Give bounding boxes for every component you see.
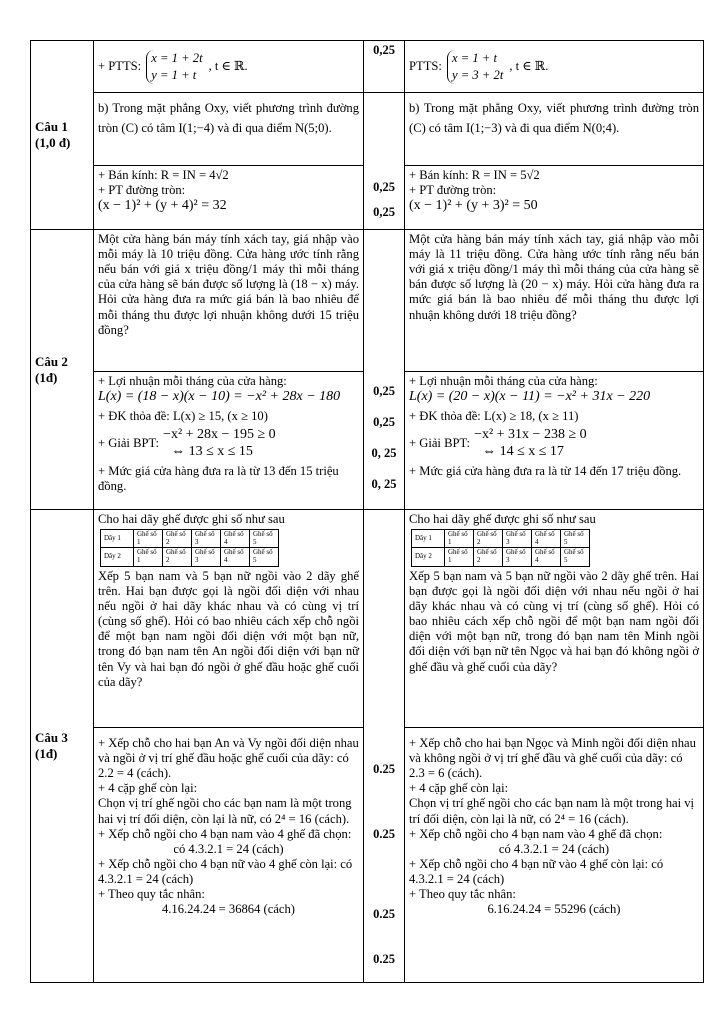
q3-left-seat-table <box>100 529 279 567</box>
seat-cell: Ghế số 2 <box>163 530 192 548</box>
seat-row <box>101 548 279 566</box>
seat-row <box>412 548 590 566</box>
q3-score-4: 0.25 <box>373 952 395 966</box>
q3-left-step-4: + Xếp chỗ ngồi cho 4 bạn nữ vào 4 ghế còn lại: có 4.3.2.1 = 24 (cách) <box>98 856 353 886</box>
q1-right-circle-eq: (x − 1)² + (y + 3)² = 50 <box>409 198 538 214</box>
q2-points: (1đ) <box>35 369 58 385</box>
q3-score-3: 0.25 <box>373 907 395 921</box>
q3-right-problem-text: Xếp 5 bạn nam và 5 bạn nữ ngồi vào 2 dãy ghế trên. Hai bạn được gọi là ngồi đối diện với nhau nếu ngồi ở hai dãy khác nhau và có cùng vị trí (cùng số ghế). Hỏi có bao nhiêu cách xếp chỗ ngồi để một bạn nam ngồi đối diện với một bạn nữ, trong đó bạn nam tên Minh ngồi đối diện với bạn nữ tên Ngọc và hai bạn đó không ngồi ở ghế đầu và ghế cuối của dãy? <box>409 568 699 674</box>
q2-right-problem: Một cửa hàng bán máy tính xách tay, giá nhập vào mỗi máy là 11 triệu đồng. Cửa hàng ước tính rằng nếu bán với giá x triệu đồng/1 máy thì mỗi tháng của cửa hàng sẽ bán được số lượng là (20 − x) máy. Hỏi cửa hàng đưa ra mức giá bán là bao nhiêu để mỗi tháng thu được lợi nhuận không dưới 18 triệu đồng? <box>405 230 704 372</box>
q3-right-intro: Cho hai dãy ghế được ghi số như sau <box>409 512 596 526</box>
seat-cell: Ghế số 2 <box>474 530 503 548</box>
q3-left-step-3: có 4.3.2.1 = 24 (cách) <box>173 841 284 856</box>
q3-left-problem <box>94 510 364 728</box>
q3-right-step-5-title: + Theo quy tắc nhân: <box>409 887 516 902</box>
q3-left-step-3-title: + Xếp chỗ ngồi cho 4 bạn nam vào 4 ghế đã chọn: <box>98 826 352 841</box>
q2-left-profit-label: + Lợi nhuận mỗi tháng của cửa hàng: <box>98 374 287 388</box>
q2-left-profit-eq: L(x) = (18 − x)(x − 10) = −x² + 28x − 180 <box>98 389 341 405</box>
q1-score-b2: 0,25 <box>373 205 395 219</box>
q2-left-problem: Một cửa hàng bán máy tính xách tay, giá nhập vào mỗi máy là 10 triệu đồng. Cửa hàng ước tính rằng nếu bán với giá x triệu đồng/1 máy thì mỗi tháng của cửa hàng sẽ bán được số lượng là (18 − x) máy. Hỏi cửa hàng đưa ra mức giá bán là bao nhiêu để mỗi tháng thu được lợi nhuận không dưới 15 triệu đồng? <box>94 230 364 372</box>
q3-left-step-2-title: + 4 cặp ghế còn lại: <box>98 781 198 796</box>
q3-right-problem <box>405 510 704 728</box>
q2-score-1: 0,25 <box>373 384 395 398</box>
q1-score-b-cell <box>364 93 405 230</box>
seat-cell: Ghế số 4 <box>532 548 561 566</box>
q2-label: Câu 2 <box>35 353 68 369</box>
q1-left-radius: + Bán kính: R = IN = 4√2 <box>98 168 229 182</box>
q1-score-a: 0,25 <box>364 41 405 93</box>
q3-left-solution <box>94 728 364 983</box>
q1-left-answer <box>94 166 364 230</box>
q1-left-circle-label: + PT đường tròn: <box>98 183 186 198</box>
q2-left-inequality: −x² + 28x − 195 ≥ 0 <box>163 427 276 443</box>
q3-left-step-1: + Xếp chỗ cho hai bạn An và Vy ngồi đối diện nhau và ngồi ở vị trí ghế đầu hoặc ghế cuối của dãy: có 2.2 = 4 (cách). <box>98 736 359 781</box>
seat-cell: Ghế số 4 <box>532 530 561 548</box>
seat-cell: Ghế số 5 <box>250 530 279 548</box>
seat-cell: Ghế số 1 <box>134 530 163 548</box>
q2-right-profit-eq: L(x) = (20 − x)(x − 11) = −x² + 31x − 220 <box>409 389 651 405</box>
q3-score-1: 0.25 <box>373 762 395 776</box>
seat-cell: Ghế số 5 <box>561 530 590 548</box>
q2-left-condition: + ĐK thỏa đề: L(x) ≥ 15, (x ≥ 10) <box>98 408 268 423</box>
seat-cell: Ghế số 3 <box>192 548 221 566</box>
q1-left-circle-eq: (x − 1)² + (y + 4)² = 32 <box>98 198 227 214</box>
q3-right-step-4: + Xếp chỗ ngồi cho 4 bạn nữ vào 4 ghế còn lại: có 4.3.2.1 = 24 (cách) <box>409 856 664 886</box>
seat-cell: Ghế số 2 <box>474 548 503 566</box>
q1-left-a-eq1: x = 1 + 2t <box>151 50 203 65</box>
q3-right-step-3-title: + Xếp chỗ ngồi cho 4 bạn nam vào 4 ghế đã chọn: <box>409 826 663 841</box>
q3-right-step-3: có 4.3.2.1 = 24 (cách) <box>498 841 610 856</box>
q3-right-step-2-title: + 4 cặp ghế còn lại: <box>409 781 509 796</box>
q1-label-cell <box>31 41 94 230</box>
seat-cell: Ghế số 1 <box>445 548 474 566</box>
q2-right-solve-steps <box>474 427 587 461</box>
q2-problem-row <box>31 230 704 372</box>
q1-right-circle-label: + PT đường tròn: <box>409 183 497 198</box>
q2-right-solve-label: + Giải BPT: <box>409 436 471 451</box>
q1-right-a-prefix: PTTS: <box>409 58 446 73</box>
seat-cell: Ghế số 2 <box>163 548 192 566</box>
q3-score-cell <box>364 510 405 983</box>
q3-right-total: 6.16.24.24 = 55296 (cách) <box>487 902 621 917</box>
seat-cell: Ghế số 5 <box>561 548 590 566</box>
q1-score-b1: 0,25 <box>373 180 395 194</box>
q2-right-inequality: −x² + 31x − 238 ≥ 0 <box>474 427 587 443</box>
q1-right-answer <box>405 166 704 230</box>
q3-right-step-1: + Xếp chỗ cho hai bạn Ngọc và Minh ngồi đối diện nhau và không ngồi ở vị trí ghế đầu và ghế cuối của dãy: có 2.3 = 6 (cách). <box>409 736 696 781</box>
q2-left-result: ⇔ 13 ≤ x ≤ 15 <box>171 443 253 459</box>
q1-right-a-suffix: , t ∈ ℝ. <box>509 58 549 73</box>
q2-right-conclusion: + Mức giá cửa hàng đưa ra là từ 14 đến 17 triệu đồng. <box>409 463 682 478</box>
q3-left-step-2: Chọn vị trí ghế ngồi cho các bạn nam là một trong hai vị trí đối diện, còn lại là nữ, có 2⁴ = 16 (cách). <box>98 796 352 826</box>
q2-right-solution <box>405 372 704 510</box>
q3-right-seat-table <box>411 529 590 567</box>
seat-row-label: Dãy 2 <box>101 548 134 566</box>
q3-left-intro: Cho hai dãy ghế được ghi số như sau <box>98 512 285 526</box>
q3-score-2: 0.25 <box>373 827 395 841</box>
q1-left-b: b) Trong mặt phẳng Oxy, viết phương trình đường tròn (C) có tâm I(1;−4) và đi qua điểm N(5;0). <box>94 93 364 166</box>
q2-right-profit-label: + Lợi nhuận mỗi tháng của cửa hàng: <box>409 374 598 388</box>
seat-row-label: Dãy 1 <box>101 530 134 548</box>
answer-key-table <box>30 40 704 983</box>
q1-left-a-prefix: + PTTS: <box>98 58 145 73</box>
seat-cell: Ghế số 3 <box>192 530 221 548</box>
q1-part-a-row <box>31 41 704 93</box>
q1-points: (1,0 đ) <box>35 135 71 150</box>
q1-left-a-system <box>146 50 206 84</box>
q3-left-step-5-title: + Theo quy tắc nhân: <box>98 887 205 902</box>
q1-left-a <box>94 41 364 93</box>
q1-right-a-eq2: y = 3 + 2t <box>452 67 504 82</box>
q3-problem-row <box>31 510 704 728</box>
q1-label: Câu 1 <box>35 119 68 135</box>
q2-left-solve-label: + Giải BPT: <box>98 436 160 451</box>
answer-key-sheet <box>30 40 703 983</box>
q2-score-3: 0, 25 <box>371 446 397 460</box>
q1-left-a-suffix: , t ∈ ℝ. <box>208 58 248 73</box>
seat-cell: Ghế số 1 <box>445 530 474 548</box>
q2-right-result: ⇔ 14 ≤ x ≤ 17 <box>482 443 564 459</box>
seat-row <box>101 530 279 548</box>
seat-cell: Ghế số 4 <box>221 548 250 566</box>
seat-cell: Ghế số 3 <box>503 548 532 566</box>
seat-row-label: Dãy 1 <box>412 530 445 548</box>
q2-left-solve <box>98 427 359 461</box>
q2-left-conclusion: + Mức giá cửa hàng đưa ra là từ 13 đến 15 triệu đồng. <box>98 463 339 493</box>
q3-left-total: 4.16.24.24 = 36864 (cách) <box>161 902 295 917</box>
seat-cell: Ghế số 3 <box>503 530 532 548</box>
q1-part-b-row <box>31 93 704 166</box>
q3-left-problem-text: Xếp 5 bạn nam và 5 bạn nữ ngồi vào 2 dãy ghế trên. Hai bạn được gọi là ngồi đối diện với nhau nếu ngồi ở hai dãy khác nhau và có cùng vị trí (cùng số ghế). Hỏi có bao nhiêu cách xếp chỗ ngồi để một bạn nam ngồi đối diện với một bạn nữ, trong đó bạn nam tên An ngồi đối diện với bạn nữ tên Vy và hai bạn đó ngồi ở ghế đầu hoặc ghế cuối của dãy? <box>98 568 359 689</box>
q2-left-solution <box>94 372 364 510</box>
q1-right-b: b) Trong mặt phẳng Oxy, viết phương trình đường tròn (C) có tâm I(1;−3) và đi qua điểm N(0;4). <box>405 93 704 166</box>
seat-cell: Ghế số 5 <box>250 548 279 566</box>
q2-right-solve <box>409 427 699 461</box>
q1-right-a-system <box>447 50 507 84</box>
q2-label-cell <box>31 230 94 510</box>
q3-points: (1đ) <box>35 746 58 761</box>
q3-label-cell <box>31 510 94 983</box>
q2-score-4: 0, 25 <box>371 477 397 491</box>
q1-right-a <box>405 41 704 93</box>
seat-row-label: Dãy 2 <box>412 548 445 566</box>
q2-right-condition: + ĐK thỏa đề: L(x) ≥ 18, (x ≥ 11) <box>409 408 579 423</box>
seat-cell: Ghế số 4 <box>221 530 250 548</box>
q2-score-2: 0,25 <box>373 415 395 429</box>
q1-right-radius: + Bán kính: R = IN = 5√2 <box>409 168 540 182</box>
q3-right-solution <box>405 728 704 983</box>
q3-label: Câu 3 <box>35 730 68 746</box>
q2-left-solve-steps <box>163 427 276 461</box>
q3-right-step-2: Chọn vị trí ghế ngồi cho các bạn nam là một trong hai vị trí đối diện, còn lại là nữ, có 2⁴ = 16 (cách). <box>409 796 695 826</box>
seat-cell: Ghế số 1 <box>134 548 163 566</box>
q1-left-a-eq2: y = 1 + t <box>151 67 197 82</box>
q2-score-cell <box>364 230 405 510</box>
q1-right-a-eq1: x = 1 + t <box>452 50 498 65</box>
seat-row <box>412 530 590 548</box>
